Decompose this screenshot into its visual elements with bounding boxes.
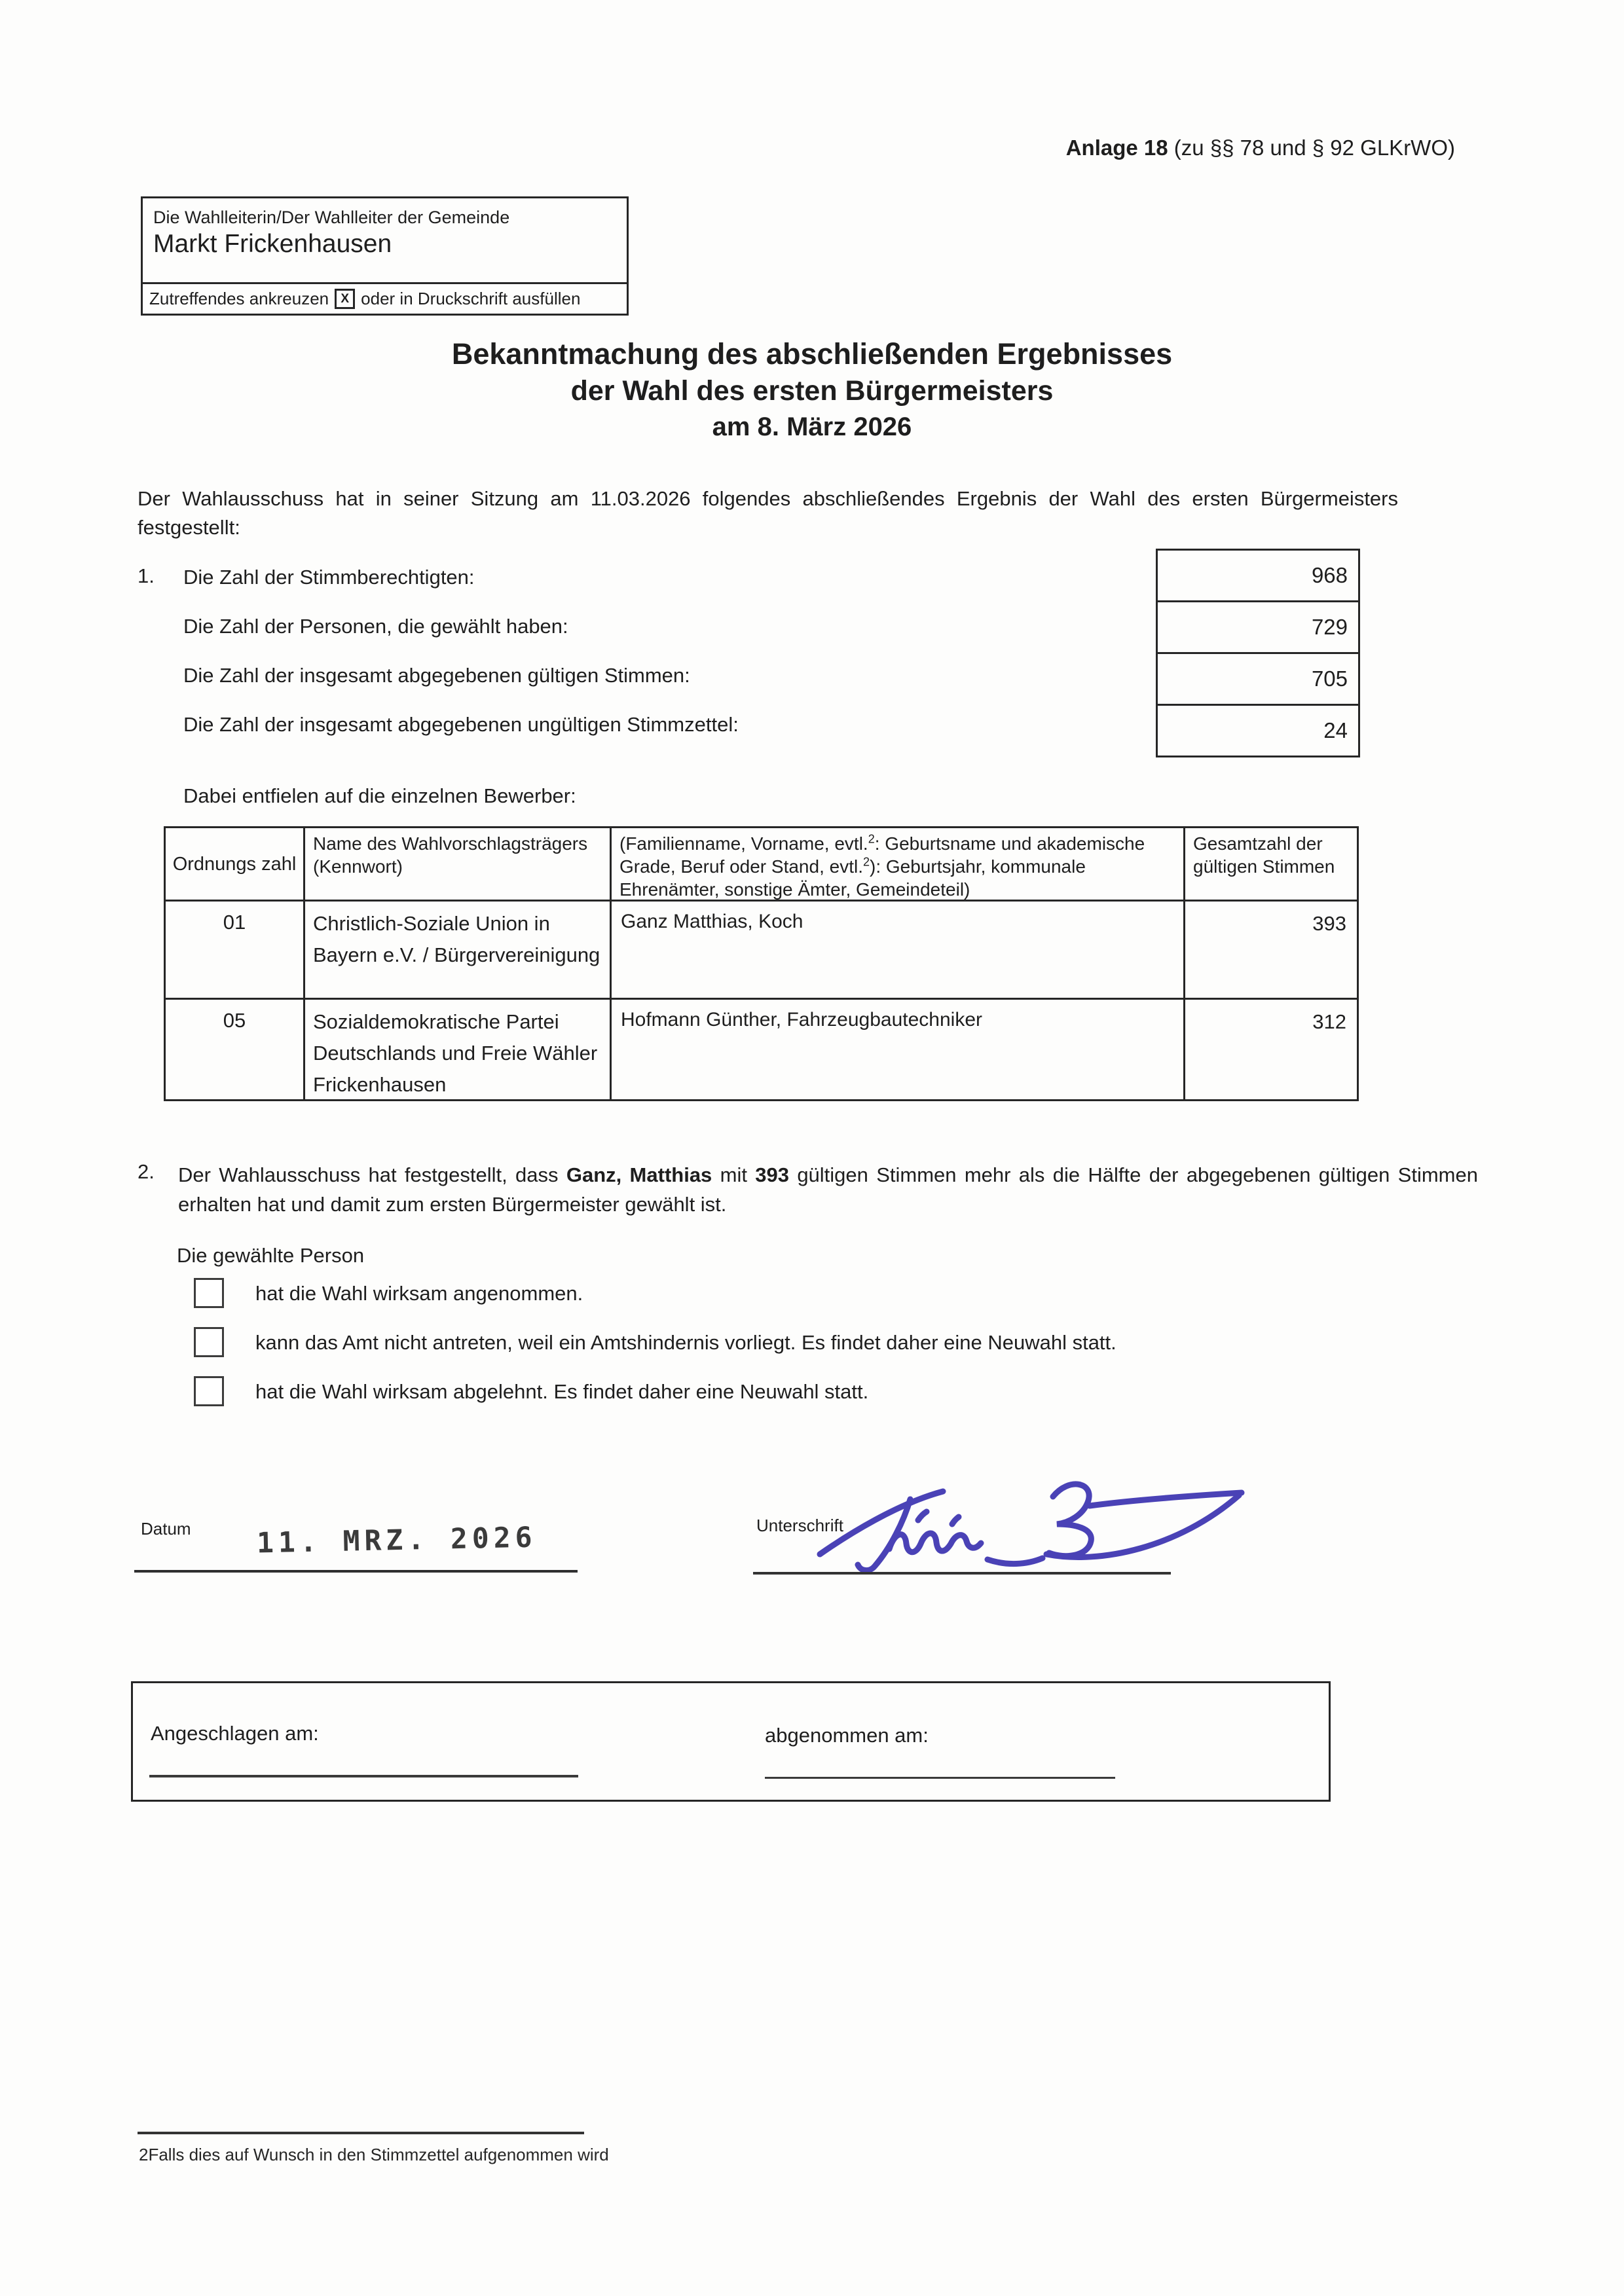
count-label-voters: Die Zahl der Personen, die gewählt haben: — [183, 615, 568, 638]
section2-pre: Der Wahlausschuss hat festgestellt, dass — [178, 1163, 566, 1186]
signature-label: Unterschrift — [756, 1516, 843, 1535]
table-row-candidate: Hofmann Günther, Fahrzeugbautechniker — [612, 1000, 1185, 1099]
count-value-voters: 729 — [1158, 602, 1358, 654]
table-row-ord: 01 — [166, 902, 305, 1000]
issuer-role: Die Wahlleiterin/Der Wahlleiter der Gemeinde — [153, 208, 510, 227]
checked-box-icon: X — [335, 289, 355, 309]
footnote-ref-icon: 2 — [868, 832, 875, 846]
candidates-table — [164, 826, 1359, 1101]
table-intro: Dabei entfielen auf die einzelnen Bewerber: — [183, 784, 576, 807]
signature-underline — [753, 1572, 1171, 1575]
checkbox-declined-label: hat die Wahl wirksam abgelehnt. Es findet daher eine Neuwahl statt. — [255, 1380, 869, 1403]
table-header-ord: Ordnungs zahl — [166, 828, 305, 902]
header-candidate-part1: (Familienname, Vorname, evtl. — [619, 833, 868, 854]
table-row-votes: 312 — [1312, 1010, 1346, 1033]
count-value-valid-votes: 705 — [1158, 654, 1358, 706]
posted-on-underline — [149, 1775, 578, 1777]
section2-post: gültigen Stimmen mehr als die Hälfte der abgegebenen gültigen Stimmen erhalten hat und damit zum ersten Bürgermeister gewählt ist. — [178, 1163, 1478, 1216]
header-candidate-part2: : Geburtsname und akademische Grade, Beruf oder Stand, evtl. — [619, 833, 1145, 877]
table-header-candidate — [612, 828, 1185, 902]
removed-on-underline — [765, 1777, 1115, 1779]
posted-on-label: Angeschlagen am: — [151, 1722, 319, 1745]
checkbox-accepted-label: hat die Wahl wirksam angenommen. — [255, 1282, 583, 1305]
issuer-instruction — [143, 282, 627, 314]
title-line-3: am 8. März 2026 — [712, 412, 912, 441]
chosen-person-heading: Die gewählte Person — [177, 1244, 365, 1267]
checkbox-impediment-label: kann das Amt nicht antreten, weil ein Amtshindernis vorliegt. Es findet daher eine Neuwahl statt. — [255, 1331, 1116, 1354]
instruction-post: oder in Druckschrift ausfüllen — [361, 289, 581, 308]
table-row-party: Christlich-Soziale Union in Bayern e.V. / Bürgervereinigung — [305, 902, 612, 1000]
date-underline — [134, 1570, 578, 1573]
count-label-valid-votes: Die Zahl der insgesamt abgegebenen gültigen Stimmen: — [183, 664, 690, 687]
removed-on-label: abgenommen am: — [765, 1724, 929, 1747]
annex-number: Anlage 18 — [1065, 136, 1168, 160]
title-line-2: der Wahl des ersten Bürgermeisters — [570, 375, 1054, 407]
title-line-1: Bekanntmachung des abschließenden Ergebnisses — [451, 337, 1173, 371]
table-header-votes: Gesamtzahl der gültigen Stimmen — [1185, 828, 1357, 902]
count-label-eligible-voters: Die Zahl der Stimmberechtigten: — [183, 566, 475, 589]
table-header-party: Name des Wahlvorschlagsträgers (Kennwort) — [305, 828, 612, 902]
document-title — [0, 335, 1624, 445]
date-label: Datum — [141, 1519, 191, 1539]
issuer-main — [143, 198, 627, 282]
elected-candidate-name: Ganz, Matthias — [566, 1163, 712, 1186]
count-value-invalid-ballots: 24 — [1323, 718, 1348, 742]
section2-paragraph — [178, 1160, 1478, 1219]
instruction-pre: Zutreffendes ankreuzen — [149, 289, 329, 308]
annex-law-reference: (zu §§ 78 und § 92 GLKrWO) — [1168, 136, 1455, 160]
footnote-separator — [138, 2132, 584, 2134]
section2-number: 2. — [138, 1160, 155, 1183]
issuer-municipality: Markt Frickenhausen — [153, 230, 392, 258]
footnote-text: 2Falls dies auf Wunsch in den Stimmzettel aufgenommen wird — [139, 2145, 609, 2164]
table-row-ord: 05 — [166, 1000, 305, 1099]
intro-paragraph: Der Wahlausschuss hat in seiner Sitzung am 11.03.2026 folgendes abschließendes Ergebnis der Wahl des ersten Bürgermeisters festgestellt: — [138, 487, 1398, 539]
table-row-party: Sozialdemokratische Partei Deutschlands und Freie Wähler Frickenhausen — [305, 1000, 612, 1099]
count-value-boxes — [1156, 549, 1360, 757]
header-candidate-part3: ): Geburtsjahr, kommunale Ehrenämter, sonstige Ämter, Gemeindeteil) — [619, 856, 1086, 900]
count-value-eligible-voters: 968 — [1158, 551, 1358, 602]
checkbox-accepted[interactable] — [194, 1278, 224, 1308]
count-label-invalid-ballots: Die Zahl der insgesamt abgegebenen ungültigen Stimmzettel: — [183, 713, 739, 736]
elected-candidate-votes: 393 — [755, 1163, 789, 1186]
checkbox-declined[interactable] — [194, 1376, 224, 1406]
footnote-ref-icon: 2 — [862, 855, 870, 869]
annex-reference — [0, 136, 1455, 160]
table-row-votes: 393 — [1185, 902, 1357, 1000]
section2-mid: mit — [712, 1163, 756, 1186]
checkbox-impediment[interactable] — [194, 1327, 224, 1357]
section1-number: 1. — [138, 564, 155, 587]
table-row-candidate: Ganz Matthias, Koch — [612, 902, 1185, 1000]
issuer-box — [141, 196, 629, 316]
signature-image — [812, 1474, 1257, 1586]
date-stamp: 11. MRZ. 2026 — [256, 1521, 538, 1560]
